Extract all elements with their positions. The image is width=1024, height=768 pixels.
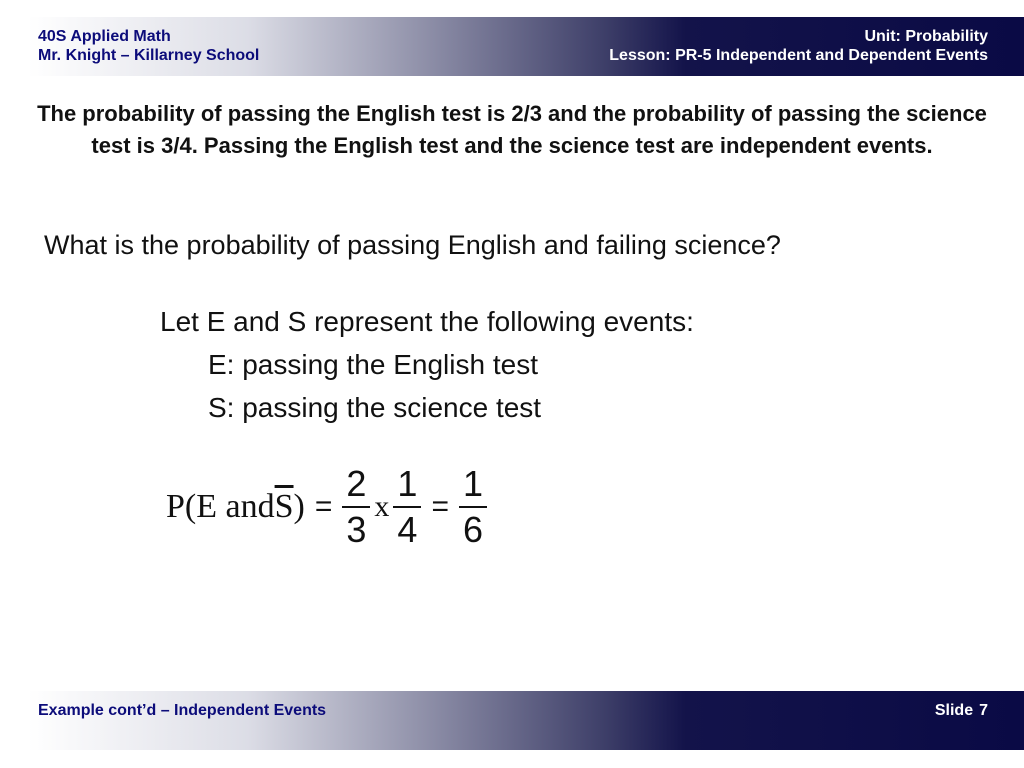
course-title: 40S Applied Math [38,28,171,45]
event-definitions [160,300,694,429]
slide-number: 7 [979,702,988,719]
fraction-numerator: 1 [462,463,483,504]
fraction-denominator: 4 [397,509,418,550]
fraction-numerator: 1 [397,463,418,504]
times-sign: x [374,490,390,523]
fraction-two-thirds [342,464,370,550]
lesson-title: Lesson: PR-5 Independent and Dependent Events [609,47,988,64]
header-right [609,27,988,65]
teacher-name: Mr. Knight – Killarney School [38,47,260,64]
intro-paragraph: The probability of passing the English test is 2/3 and the probability of passing the science test is 3/4. Passing the English test and the science test are independent events. [37,101,987,158]
event-s-definition: S: passing the science test [208,392,542,423]
header-bar [28,17,1024,76]
question-text: What is the probability of passing English and failing science? [44,230,781,260]
fraction-denominator: 3 [346,509,367,550]
formula-p-close: ) [293,488,305,525]
events-lead: Let E and S represent the following events: [160,306,694,337]
equals-sign: = [314,490,333,523]
equals-sign: = [431,490,449,523]
unit-title: Unit: Probability [864,28,988,45]
fraction-one-fourth [393,464,421,550]
formula-lhs [166,488,305,526]
fraction-one-sixth [459,464,487,550]
probability-formula [166,462,487,552]
footer-title: Example cont’d – Independent Events [38,702,327,719]
fraction-bar [393,506,421,508]
formula-p-open: P(E and [166,488,275,525]
slide-label: Slide [934,702,974,719]
fraction-numerator: 2 [346,463,367,504]
fraction-denominator: 6 [462,509,483,550]
footer-bar [28,691,1024,750]
fraction-bar [459,506,487,508]
formula-s-complement: $\overline{S}$ [274,488,294,525]
header-left [38,27,259,65]
fraction-bar [342,506,370,508]
event-e-definition: E: passing the English test [208,349,538,380]
slide-indicator [929,701,988,720]
